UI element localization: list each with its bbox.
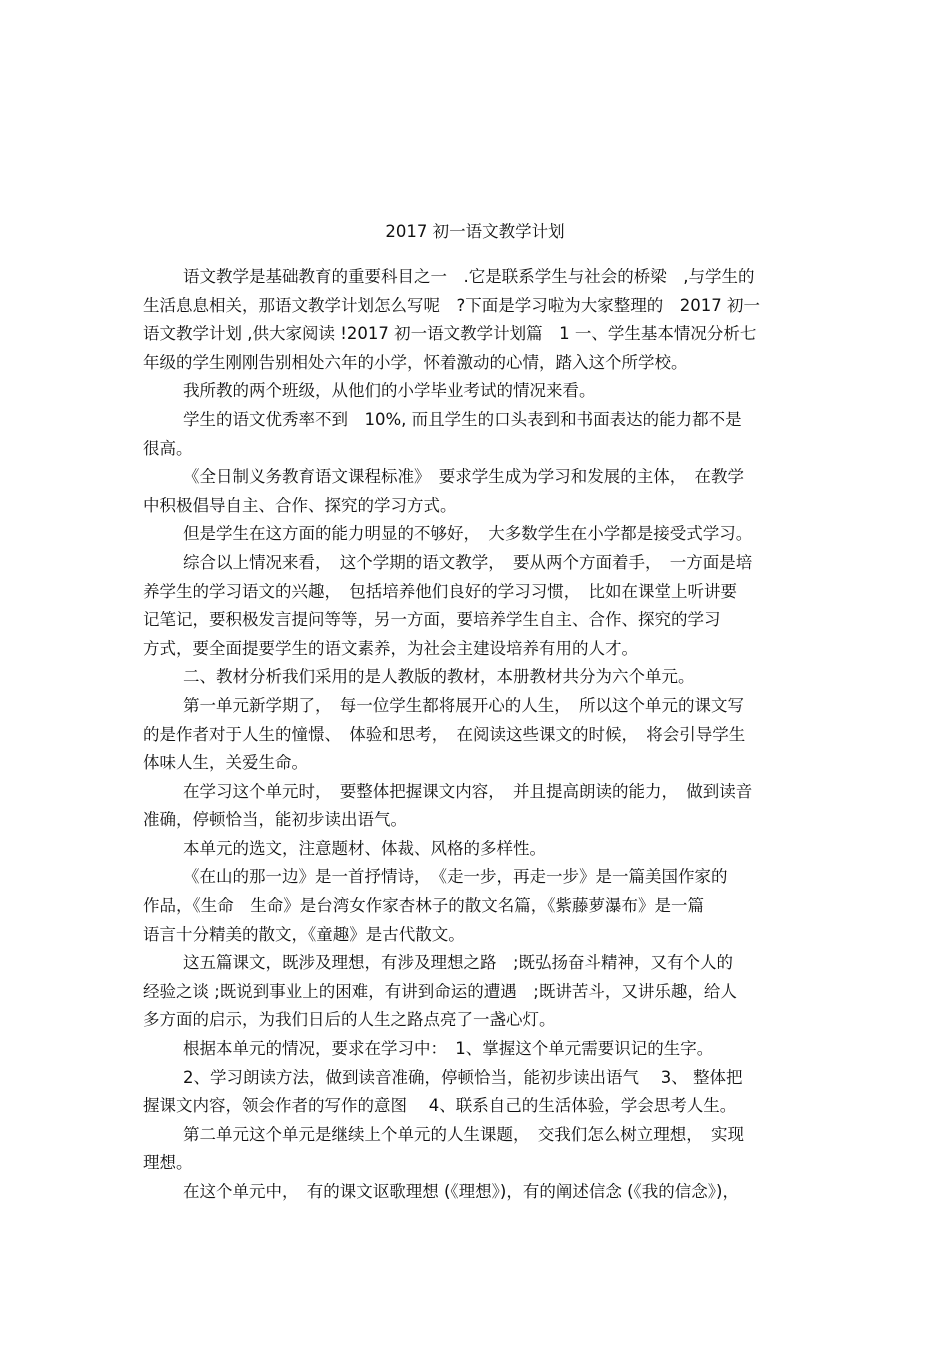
text-line: 生活息息相关，那语文教学计划怎么写呢 ?下面是学习啦为大家整理的 2017 初一 (143, 295, 760, 315)
document-title: 2017 初一语文教学计划 (385, 222, 565, 241)
text-line: 我所教的两个班级，从他们的小学毕业考试的情况来看。 (183, 381, 596, 401)
text-line: 体味人生，关爱生命。 (143, 753, 308, 773)
text-line: 综合以上情况来看， 这个学期的语文教学， 要从两个方面着手， 一方面是培 (183, 552, 753, 572)
text-line: 准确，停顿恰当，能初步读出语气。 (143, 810, 407, 830)
text-line: 第二单元这个单元是继续上个单元的人生课题， 交我们怎么树立理想， 实现 (183, 1124, 744, 1144)
text-line: 这五篇课文，既涉及理想，有涉及理想之路 ;既弘扬奋斗精神，又有个人的 (183, 953, 734, 973)
text-line: 学生的语文优秀率不到 10%, 而且学生的口头表到和书面表达的能力都不是 (183, 409, 742, 429)
text-line: 理想。 (143, 1153, 193, 1173)
text-line: 语文教学是基础教育的重要科目之一 .它是联系学生与社会的桥梁 ,与学生的 (183, 267, 755, 286)
text-line: 《在山的那一边》是一首抒情诗， 《走一步，再走一步》是一篇美国作家的 (183, 867, 728, 887)
text-line: 年级的学生刚刚告别相处六年的小学，怀着激动的心情，踏入这个所学校。 (143, 352, 688, 372)
text-line: 养学生的学习语文的兴趣， 包括培养他们良好的学习习惯， 比如在课堂上听讲要 (143, 581, 737, 601)
document-body (143, 263, 807, 1207)
text-line: 在这个单元中， 有的课文讴歌理想 (《理想》)，有的阐述信念 (《我的信念》)， (183, 1182, 739, 1201)
text-line: 方式，要全面提要学生的语文素养，为社会主建设培养有用的人才。 (143, 638, 638, 658)
text-line: 语言十分精美的散文，《童趣》是古代散文。 (143, 924, 465, 944)
text-line: 但是学生在这方面的能力明显的不够好， 大多数学生在小学都是接受式学习。 (183, 524, 753, 544)
text-line: 2、学习朗读方法，做到读音准确，停顿恰当，能初步读出语气 3、 整体把 (183, 1067, 743, 1087)
text-line: 经验之谈 ;既说到事业上的困难，有讲到命运的遭遇 ;既讲苦斗，又讲乐趣，给人 (143, 981, 737, 1001)
text-line: 很高。 (143, 438, 193, 458)
text-line: 第一单元新学期了， 每一位学生都将展开心的人生， 所以这个单元的课文写 (183, 695, 744, 715)
text-line: 在学习这个单元时， 要整体把握课文内容， 并且提高朗读的能力， 做到读音 (183, 781, 753, 801)
text-line: 语文教学计划 ,供大家阅读 !2017 初一语文教学计划篇 1 一、学生基本情况分析七 (143, 324, 757, 344)
text-line: 中积极倡导自主、合作、探究的学习方式。 (143, 495, 457, 515)
text-line: 作品，《生命 生命》是台湾女作家杏林子的散文名篇，《紫藤萝瀑布》是一篇 (143, 896, 704, 916)
text-line: 二、教材分析我们采用的是人教版的教材，本册教材共分为六个单元。 (183, 667, 695, 687)
text-line: 多方面的启示，为我们日后的人生之路点亮了一盏心灯。 (143, 1010, 556, 1030)
text-line: 《全日制义务教育语文课程标准》 要求学生成为学习和发展的主体， 在教学 (183, 467, 744, 487)
text-line: 握课文内容，领会作者的写作的意图 4、联系自己的生活体验，学会思考人生。 (143, 1096, 737, 1116)
text-line: 本单元的选文，注意题材、体裁、风格的多样性。 (183, 838, 546, 858)
text-line: 根据本单元的情况，要求在学习中： 1、掌握这个单元需要识记的生字。 (183, 1039, 714, 1059)
text-line: 记笔记，要积极发言提问等等，另一方面，要培养学生自主、合作、探究的学习 (143, 610, 721, 630)
text-line: 的是作者对于人生的憧憬、 体验和思考， 在阅读这些课文的时候， 将会引导学生 (143, 724, 746, 744)
